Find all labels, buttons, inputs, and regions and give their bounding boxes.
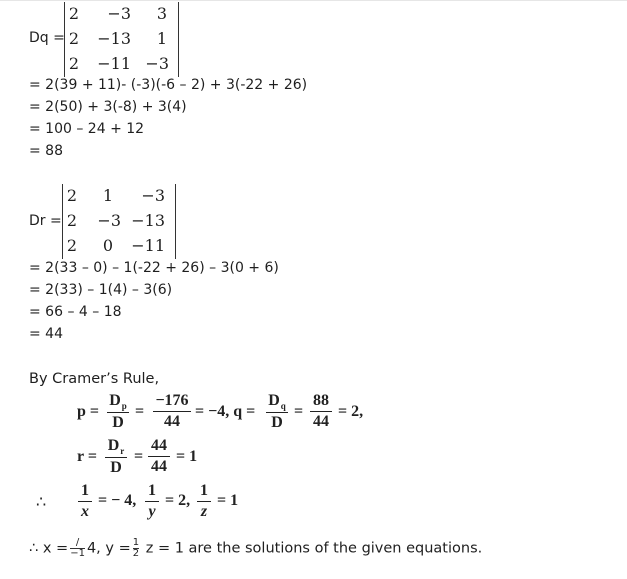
p-value-fraction (153, 392, 191, 431)
y-small-fraction (133, 538, 139, 559)
p-lhs: p = (77, 403, 100, 420)
dr-matrix (62, 184, 176, 259)
q-num: D (268, 392, 280, 409)
p-den: D (112, 414, 124, 431)
dr-cell: 1 (102, 186, 113, 205)
x-den: x (81, 503, 89, 520)
q-eq: = (294, 403, 304, 420)
y-den: y (148, 503, 156, 520)
dq-step-4: = 88 (29, 143, 63, 159)
p-sub: p (121, 401, 127, 411)
dr-cell: 0 (102, 236, 113, 255)
dq-label: Dq = (29, 30, 65, 46)
r-sub: r (120, 446, 125, 456)
dr-step-1: = 2(33 – 0) – 1(-22 + 26) – 3(0 + 6) (29, 260, 279, 276)
y-small-den: 2 (132, 548, 140, 559)
dq-cell: −11 (97, 54, 131, 73)
dr-row-3 (63, 234, 175, 259)
cramer-heading: By Cramer’s Rule, (29, 371, 160, 387)
dq-cell: −13 (97, 29, 131, 48)
q-fraction (266, 392, 288, 432)
final-mid: 4, y = (86, 540, 131, 557)
dr-cell: −3 (141, 186, 165, 205)
dr-step-4: = 44 (29, 326, 63, 342)
q-value-den: 44 (313, 413, 329, 430)
q-den: D (271, 414, 283, 431)
dr-step-2: = 2(33) – 1(4) – 3(6) (29, 282, 173, 298)
p-result: = −4, q = (195, 403, 256, 420)
y-num: 1 (148, 482, 156, 499)
r-value-fraction (148, 437, 170, 476)
dr-row-2 (63, 209, 175, 234)
r-value-den: 44 (151, 458, 167, 475)
dq-step-2: = 2(50) + 3(-8) + 3(4) (29, 99, 187, 115)
dr-cell: 2 (66, 186, 77, 205)
dr-cell: −13 (131, 211, 165, 230)
dq-row-2 (65, 27, 178, 52)
dq-matrix (64, 2, 179, 77)
dq-cell: 2 (68, 4, 79, 23)
x-small-fraction (70, 538, 85, 559)
z-den: z (200, 503, 208, 520)
top-divider (0, 0, 627, 1)
y-small-num: 1 (132, 537, 140, 548)
dq-cell: 2 (68, 29, 79, 48)
final-solution (29, 538, 482, 559)
dr-step-3: = 66 – 4 – 18 (29, 304, 122, 320)
dq-step-1: = 2(39 + 11)- (-3)(-6 – 2) + 3(-22 + 26) (29, 77, 308, 93)
x-small-den: −1 (70, 548, 85, 559)
p-num: D (109, 392, 121, 409)
r-result: = 1 (176, 448, 198, 465)
r-eq: = (134, 448, 144, 465)
dr-cell: −3 (97, 211, 121, 230)
final-suffix: z = 1 are the solutions of the given equations. (145, 540, 483, 557)
dq-row-3 (65, 52, 178, 77)
r-lhs: r = (77, 448, 97, 465)
therefore-symbol: ∴ (36, 494, 47, 511)
r-fraction (105, 437, 127, 477)
dr-row-1 (63, 184, 175, 209)
r-value-num: 44 (151, 437, 167, 454)
dq-step-3: = 100 – 24 + 12 (29, 121, 145, 137)
x-num: 1 (81, 482, 89, 499)
q-sub: q (280, 401, 286, 411)
y-result: = 2, (165, 492, 191, 509)
final-prefix: ∴ x = (29, 540, 69, 557)
dr-label: Dr = (29, 213, 62, 229)
dr-cell: 2 (66, 236, 77, 255)
dq-cell: −3 (145, 54, 169, 73)
r-den: D (110, 459, 122, 476)
z-num: 1 (200, 482, 208, 499)
dq-cell: 2 (68, 54, 79, 73)
x-fraction (78, 482, 92, 521)
q-value-fraction (310, 392, 332, 431)
p-value-den: 44 (164, 413, 180, 430)
x-small-num: / (75, 537, 80, 548)
z-fraction (197, 482, 211, 521)
dq-cell: 1 (156, 29, 167, 48)
q-result: = 2, (338, 403, 364, 420)
dr-cell: −11 (131, 236, 165, 255)
p-eq: = (135, 403, 145, 420)
dq-cell: 3 (156, 4, 167, 23)
p-value-num: −176 (155, 392, 189, 409)
p-fraction (107, 392, 129, 432)
dq-row-1 (65, 2, 178, 27)
dr-cell: 2 (66, 211, 77, 230)
q-value-num: 88 (313, 392, 329, 409)
r-num: D (107, 437, 120, 454)
x-result: = − 4, (98, 492, 137, 509)
z-result: = 1 (217, 492, 239, 509)
dq-cell: −3 (107, 4, 131, 23)
y-fraction (145, 482, 159, 521)
